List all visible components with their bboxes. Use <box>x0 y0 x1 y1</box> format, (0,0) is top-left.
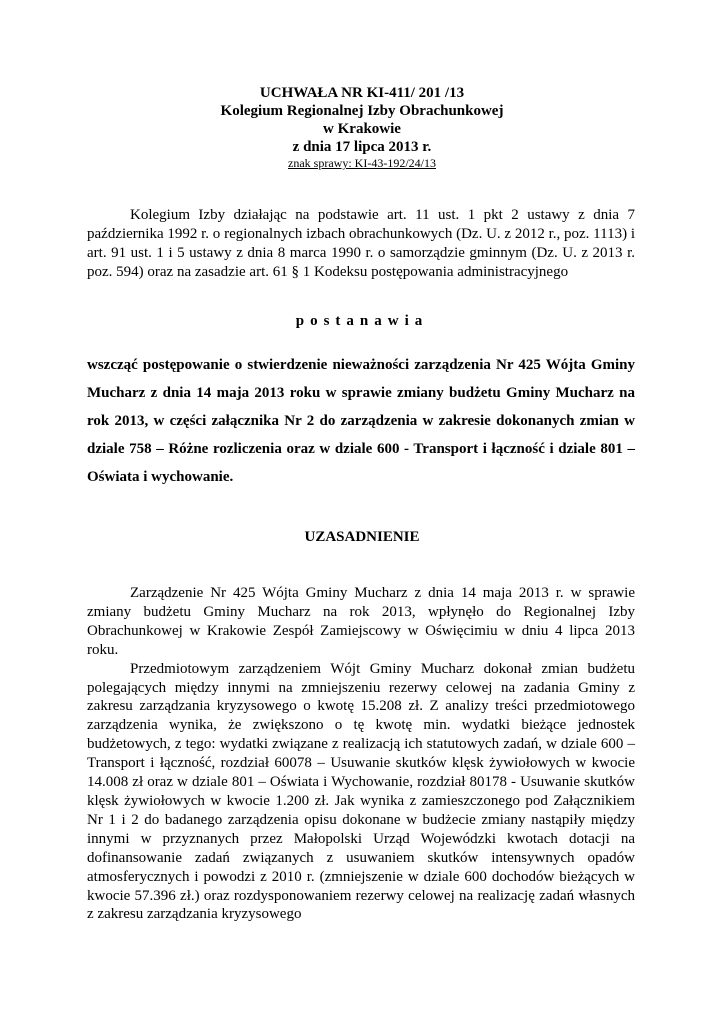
justification-paragraph: Przedmiotowym zarządzeniem Wójt Gminy Mucharz dokonał zmian budżetu polegających między innymi na zmniejszeniu rezerwy celowej na zadania Gminy z zakresu zarządzania kryzysowego o kwotę 15.208 zł. Z analizy treści przedmiotowego zarządzenia wynika, że zwiększono o tę kwotę min. wydatki bieżące jednostek budżetowych, z tego: wydatki związane z realizacją ich statutowych zadań, w dziale 600 – Transport i łączność, rozdział 60078 – Usuwanie skutków klęsk żywiołowych w kwocie 14.008 zł oraz w dziale 801 – Oświata i Wychowanie, rozdział 80178 - Usuwanie skutków klęsk żywiołowych w kwocie 1.200 zł. Jak wynika z zamieszczonego pod Załącznikiem Nr 1 i 2 do badanego zarządzenia opisu dokonane w budżecie zmiany nastąpiły między innymi w przyznanych przez Małopolski Urząd Wojewódzki kwotach dotacji na dofinansowanie zadań związanych z usuwaniem skutków intensywnych opadów atmosferycznych i powodzi z 2010 r. (zmniejszenie w dziale 600 dochodów bieżących w kwocie 57.396 zł.) oraz rozdysponowaniem rezerwy celowej na realizację zadań własnych z zakresu zarządzania kryzysowego <box>87 660 635 923</box>
resolution-number: UCHWAŁA NR KI-411/ 201 /13 <box>259 85 465 101</box>
resolution-text: wszcząć postępowanie o stwierdzenie nieważności zarządzenia Nr 425 Wójta Gminy Mucharz z dnia 14 maja 2013 roku w sprawie zmiany budżetu Gminy Mucharz na rok 2013, w części załącznika Nr 2 do zarządzenia w zakresie dokonanych zmian w dziale 758 – Różne rozliczenia oraz w dziale 600 - Transport i łączność i dziale 801 – Oświata i wychowanie. <box>87 357 635 485</box>
decides-heading: postanawia <box>295 313 429 329</box>
legal-basis-paragraph: Kolegium Izby działając na podstawie art. 11 ust. 1 pkt 2 ustawy z dnia 7 października 1992 r. o regionalnych izbach obrachunkowych (Dz. U. z 2012 r., poz. 1113) i art. 91 ust. 1 i 5 ustawy z dnia 8 marca 1990 r. o samorządzie gminnym (Dz. U. z 2013 r. poz. 594) oraz na zasadzie art. 61 § 1 Kodeksu postępowania administracyjnego <box>87 207 635 280</box>
case-number: znak sprawy: KI-43-192/24/13 <box>288 156 436 170</box>
document-header <box>0 84 724 171</box>
issuing-body: Kolegium Regionalnej Izby Obrachunkowej <box>220 103 504 119</box>
justification-body <box>87 584 635 924</box>
justification-paragraph: Zarządzenie Nr 425 Wójta Gminy Mucharz z dnia 14 maja 2013 r. w sprawie zmiany budżetu Gminy Mucharz na rok 2013, wpłynęło do Regionalnej Izby Obrachunkowej w Krakowie Zespół Zamiejscowy w Oświęcimiu w dniu 4 lipca 2013 roku. <box>87 585 635 658</box>
resolution-date: z dnia 17 lipca 2013 r. <box>292 139 432 155</box>
issuing-location: w Krakowie <box>323 121 401 137</box>
justification-heading: UZASADNIENIE <box>304 529 420 545</box>
